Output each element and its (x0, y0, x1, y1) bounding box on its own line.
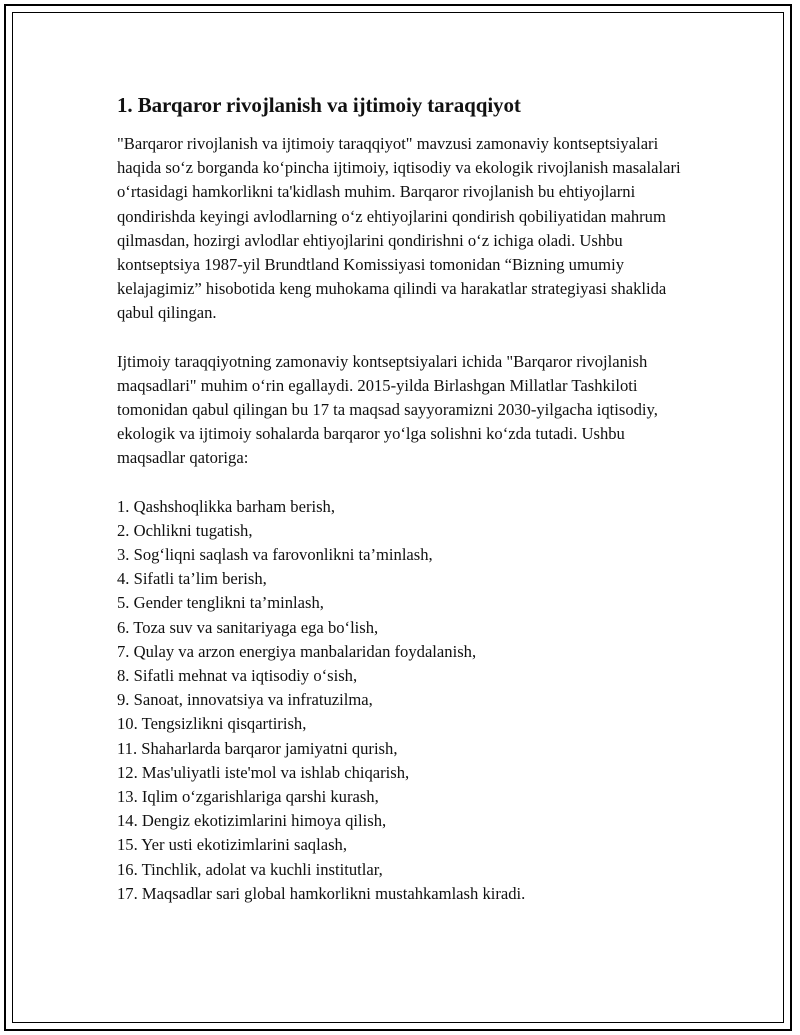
paragraph-intro: "Barqaror rivojlanish va ijtimoiy taraqqiyot" mavzusi zamonaviy kontseptsiyalari haqida so‘z borganda ko‘pincha ijtimoiy, iqtisodiy va ekologik rivojlanish masalalari o‘rtasidagi hamkorlikni ta'kidlash muhim. Barqaror rivojlanish bu ehtiyojlarni qondirishda keyingi avlodlarning o‘z ehtiyojlarini qondirish qobiliyatidan mahrum qilmasdan, hozirgi avlodlar ehtiyojlarini qondirishni o‘z ichiga oladi. Ushbu kontseptsiya 1987-yil Brundtland Komissiyasi tomonidan “Bizning umumiy kelajagimiz” hisobotida keng muhokama qilindi va harakatlar strategiyasi shaklida qabul qilingan. (117, 134, 681, 323)
section-heading: 1. Barqaror rivojlanish va ijtimoiy taraqqiyot (117, 93, 521, 117)
list-item: 12. Mas'uliyatli iste'mol va ishlab chiqarish, (117, 762, 410, 782)
list-item: 4. Sifatli ta’lim berish, (117, 569, 267, 589)
list-item: 2. Ochlikni tugatish, (117, 520, 253, 540)
list-item: 5. Gender tenglikni ta’minlash, (117, 593, 324, 613)
list-item: 7. Qulay va arzon energiya manbalaridan foydalanish, (117, 641, 477, 661)
document-body (117, 92, 697, 906)
list-item: 1. Qashshoqlikka barham berish, (117, 496, 335, 516)
list-item: 8. Sifatli mehnat va iqtisodiy o‘sish, (117, 666, 358, 686)
list-item: 16. Tinchlik, adolat va kuchli institutlar, (117, 859, 383, 879)
list-item: 11. Shaharlarda barqaror jamiyatni qurish, (117, 738, 398, 758)
list-item: 3. Sog‘liqni saqlash va farovonlikni ta’minlash, (117, 545, 433, 565)
list-item: 10. Tengsizlikni qisqartirish, (117, 714, 307, 734)
goals-list (117, 495, 697, 906)
list-item: 15. Yer usti ekotizimlarini saqlash, (117, 835, 347, 855)
list-item: 9. Sanoat, innovatsiya va infratuzilma, (117, 690, 373, 710)
list-item: 6. Toza suv va sanitariyaga ega bo‘lish, (117, 617, 379, 637)
list-item: 14. Dengiz ekotizimlarini himoya qilish, (117, 811, 387, 831)
list-item: 17. Maqsadlar sari global hamkorlikni mustahkamlash kiradi. (117, 883, 526, 903)
list-item: 13. Iqlim o‘zgarishlariga qarshi kurash, (117, 787, 379, 807)
paragraph-goals-intro: Ijtimoiy taraqqiyotning zamonaviy kontseptsiyalari ichida "Barqaror rivojlanish maqsadlari" muhim o‘rin egallaydi. 2015-yilda Birlashgan Millatlar Tashkiloti tomonidan qabul qilingan bu 17 ta maqsad sayyoramizni 2030-yilgacha iqtisodiy, ekologik va ijtimoiy sohalarda barqaror yo‘lga solishni ko‘zda tutadi. Ushbu maqsadlar qatoriga: (117, 351, 658, 468)
